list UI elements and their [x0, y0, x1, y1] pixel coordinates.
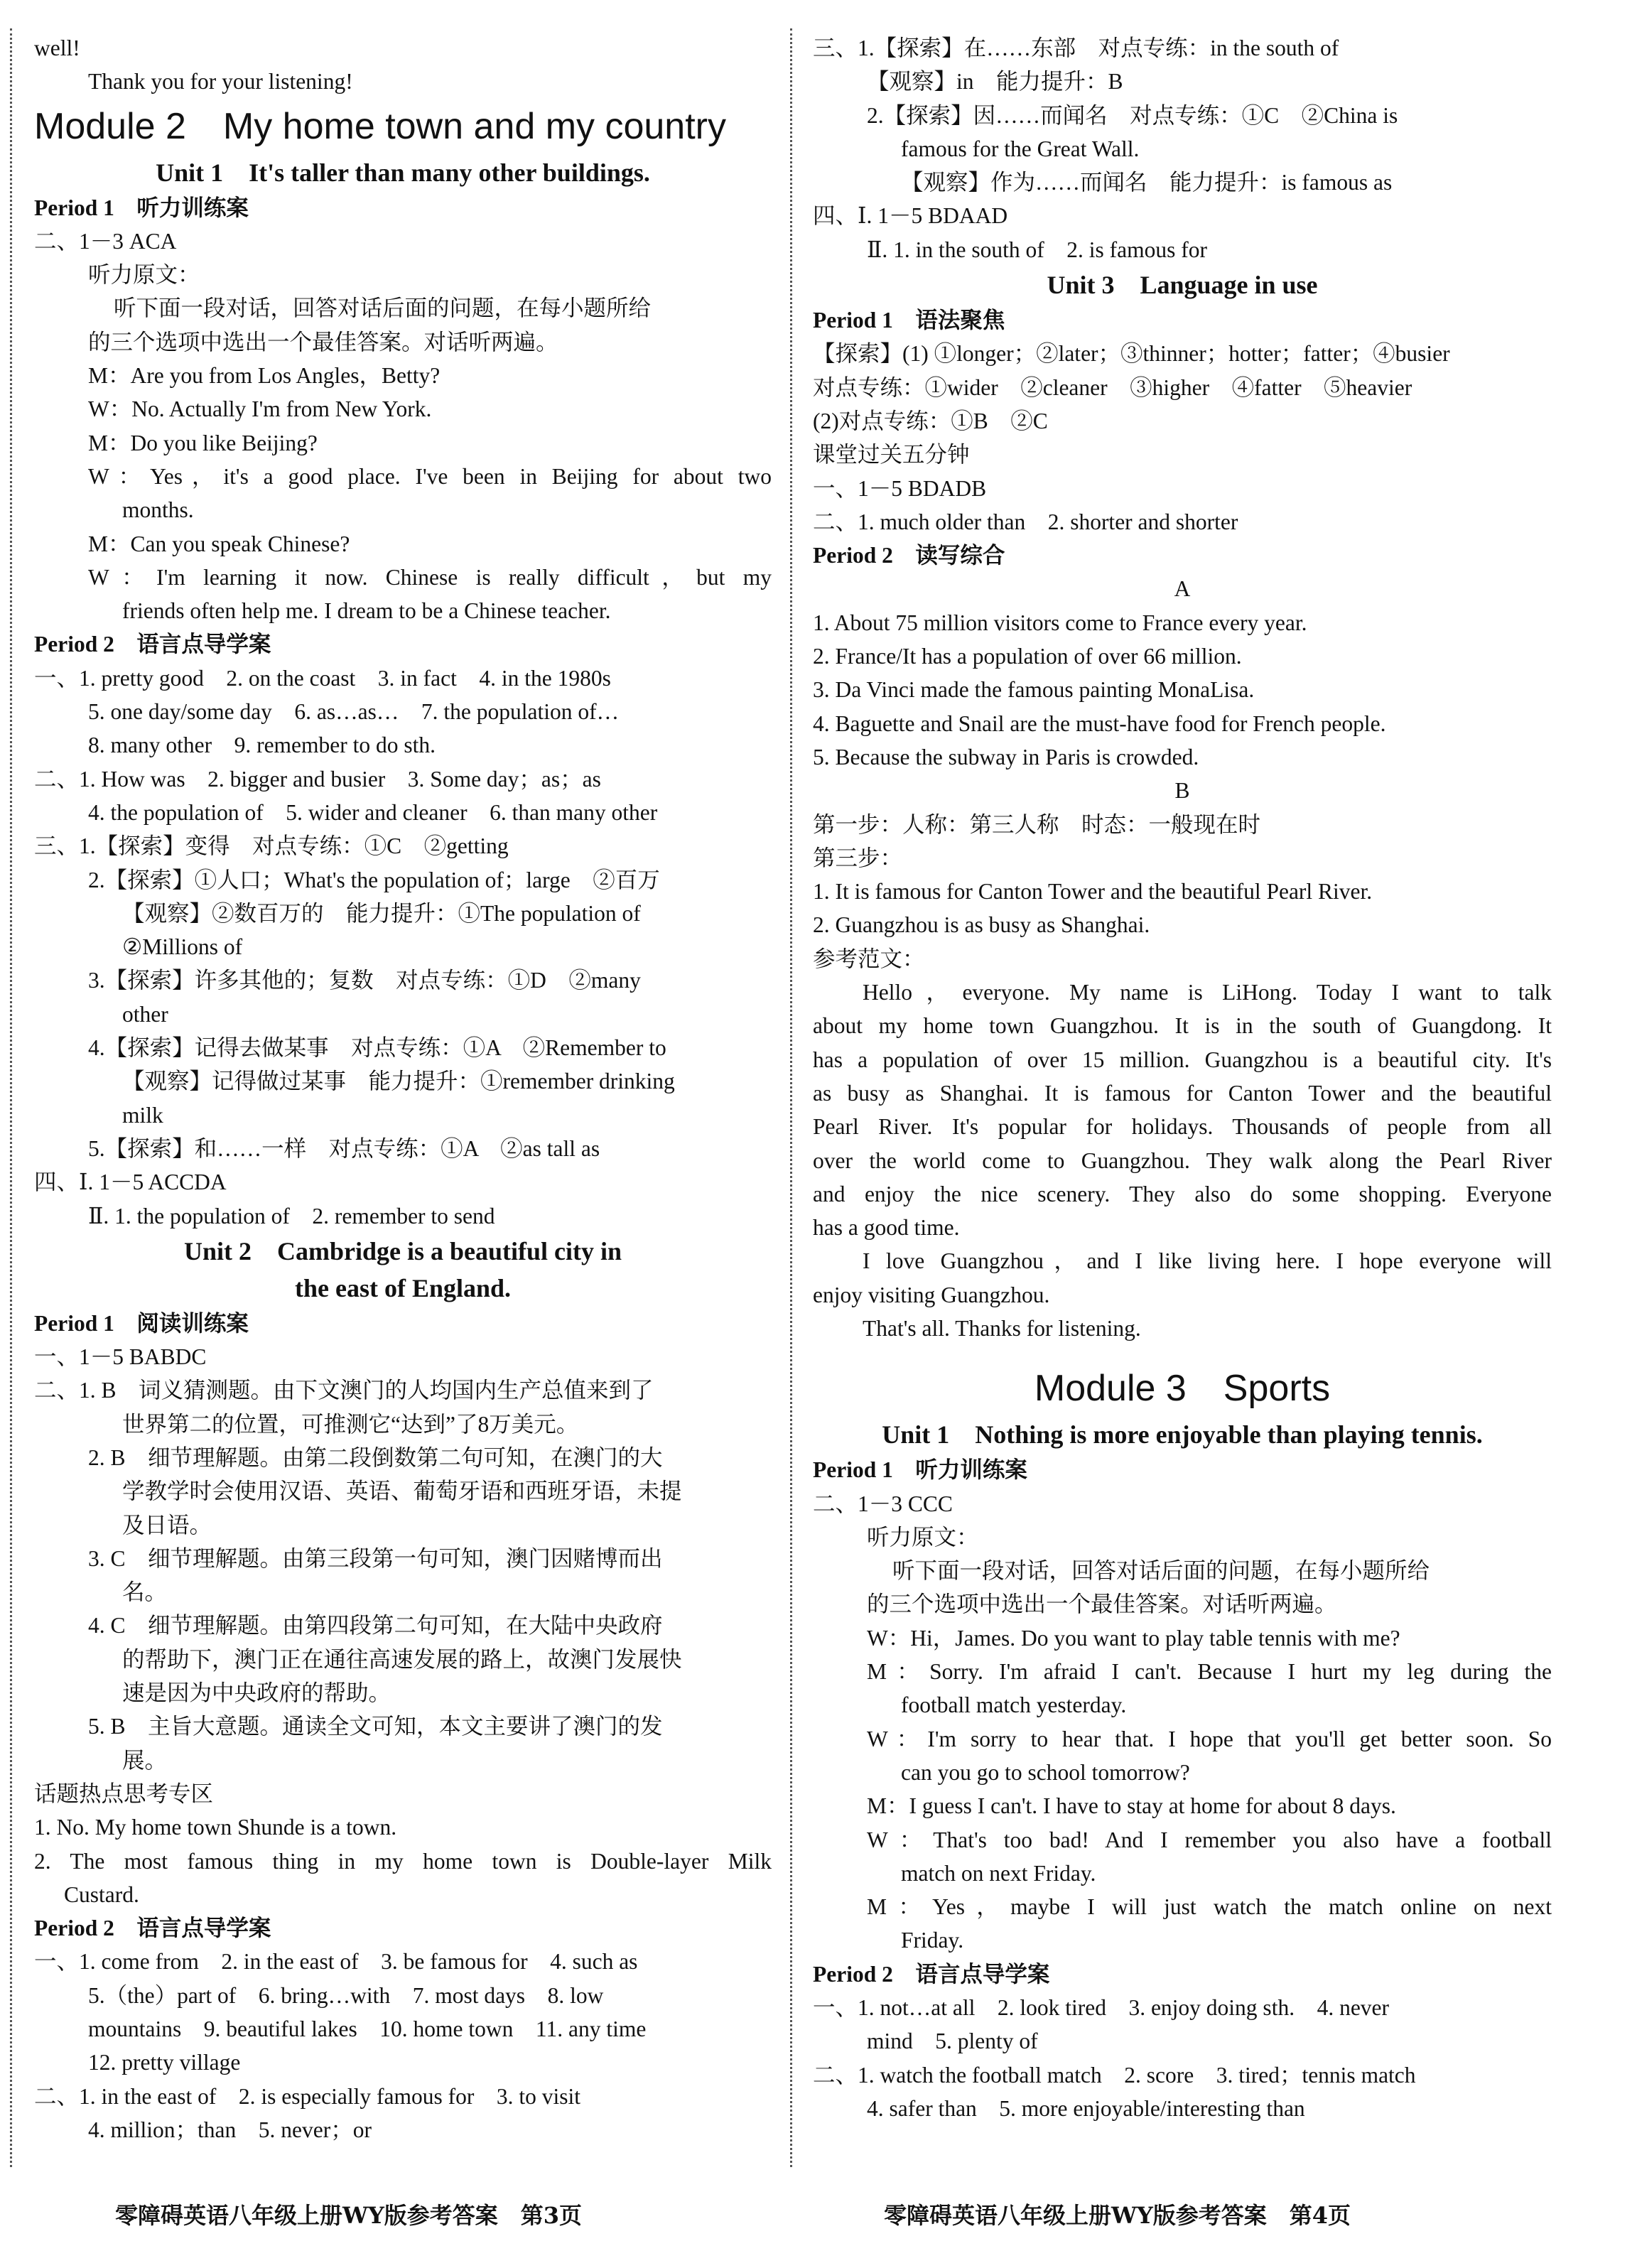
left-margin-rule [10, 28, 12, 2167]
dialogue-line: M：I guess I can't. I have to stay at home for about 8 days. [867, 1793, 1396, 1819]
dialogue-line: M：Yes，maybe I will just watch the match online on next [867, 1894, 1552, 1920]
answer-line: 二、1. B 词义猜测题。由下文澳门的人均国内生产总值来到了 [34, 1378, 654, 1403]
answer-line: 12. pretty village [88, 2050, 241, 2075]
answer-line: 的帮助下，澳门正在通往高速发展的路上，故澳门发展快 [122, 1646, 682, 1672]
answer-line: 5. Because the subway in Paris is crowded. [813, 744, 1199, 770]
period-heading: Period 1 听力训练案 [813, 1457, 1027, 1483]
answer-line: 1. It is famous for Canton Tower and the beautiful Pearl River. [813, 879, 1373, 904]
period-heading: Period 2 语言点导学案 [34, 1916, 271, 1941]
dialogue-line: M：Can you speak Chinese? [88, 531, 350, 556]
essay-line: That's all. Thanks for listening. [863, 1315, 1141, 1341]
period-heading: Period 1 语法聚焦 [813, 308, 1005, 333]
answer-line: 一、1. pretty good 2. on the coast 3. in fact 4. in the 1980s [34, 665, 611, 691]
answer-line: 4. the population of 5. wider and cleaner 6. than many other [88, 799, 658, 825]
dialogue-line: Friday. [901, 1928, 964, 1953]
answer-line: 【观察】in 能力提升：B [867, 69, 1123, 94]
left-column [34, 31, 772, 2146]
unit-heading: Unit 3 Language in use [1047, 271, 1318, 300]
essay-line: I love Guangzhou，and I like living here. I hope everyone will [863, 1248, 1552, 1274]
unit-heading: Unit 1 Nothing is more enjoyable than playing tennis. [882, 1420, 1483, 1449]
dialogue-line: W：Yes，it's a good place. I've been in Beijing for about two [88, 463, 772, 489]
answer-line: mind 5. plenty of [867, 2029, 1038, 2054]
essay-line: about my home town Guangzhou. It is in the south of Guangdong. It [813, 1013, 1552, 1039]
answer-line: 4. million；than 5. never；or [88, 2117, 372, 2142]
dialogue-line: months. [122, 497, 194, 523]
answer-line: 4. C 细节理解题。由第四段第二句可知，在大陆中央政府 [88, 1613, 663, 1638]
dialogue-line: football match yesterday. [901, 1692, 1127, 1718]
answer-line: 1. No. My home town Shunde is a town. [34, 1815, 397, 1840]
answer-line: 2. France/It has a population of over 66 million. [813, 644, 1242, 669]
dialogue-line: M：Are you from Los Angles，Betty? [88, 363, 441, 389]
page-footer-right: 零障碍英语八年级上册WY版参考答案 第4页 [884, 2202, 1351, 2229]
answer-line: Custard. [64, 1881, 139, 1907]
answer-line: 4. safer than 5. more enjoyable/interesting than [867, 2095, 1305, 2121]
essay-line: over the world come to Guangzhou. They walk along the Pearl River [813, 1148, 1552, 1173]
answer-line: other [122, 1001, 168, 1027]
answer-line: 2.【探索】①人口；What's the population of；large ②百万 [88, 867, 660, 892]
answer-line: 3. Da Vinci made the famous painting MonaLisa. [813, 677, 1255, 703]
answer-line: 5. B 主旨大意题。通读全文可知，本文主要讲了澳门的发 [88, 1714, 663, 1739]
answer-line: 1. About 75 million visitors come to France every year. [813, 610, 1307, 635]
period-heading: Period 2 读写综合 [813, 543, 1005, 568]
dialogue-line: M：Sorry. I'm afraid I can't. Because I hurt my leg during the [867, 1659, 1552, 1685]
answer-line: 三、1.【探索】变得 对点专练：①C ②getting [34, 833, 509, 859]
column-divider [790, 28, 792, 2167]
text-line: 的三个选项中选出一个最佳答案。对话听两遍。 [88, 329, 558, 355]
dialogue-line: W：I'm learning it now. Chinese is really difficult，but my [88, 564, 772, 590]
answer-line: 二、1－3 CCC [813, 1491, 953, 1516]
dialogue-line: match on next Friday. [901, 1860, 1096, 1886]
answer-line: ②Millions of [122, 934, 243, 960]
answer-line: 一、1. not…at all 2. look tired 3. enjoy doing sth. 4. never [813, 1995, 1390, 2021]
text-line: 听力原文： [867, 1524, 979, 1550]
answer-line: Ⅱ. 1. in the south of 2. is famous for [867, 237, 1207, 262]
unit-heading: Unit 2 Cambridge is a beautiful city in [183, 1236, 622, 1265]
answer-line: 二、1. in the east of 2. is especially famous for 3. to visit [34, 2083, 580, 2109]
essay-line: has a good time. [813, 1215, 960, 1241]
answer-line: (2)对点专练：①B ②C [813, 408, 1048, 433]
essay-line: enjoy visiting Guangzhou. [813, 1282, 1050, 1307]
answer-line: 展。 [122, 1747, 168, 1773]
answer-line: 世界第二的位置，可推测它“达到”了8万美元。 [122, 1411, 579, 1437]
right-column [813, 31, 1552, 2125]
answer-line: 三、1.【探索】在……东部 对点专练：in the south of [813, 36, 1339, 60]
answer-line: 8. many other 9. remember to do sth. [88, 733, 436, 758]
answer-line: 速是因为中央政府的帮助。 [122, 1680, 391, 1706]
answer-line: 第一步：人称：第三人称 时态：一般现在时 [813, 811, 1261, 837]
answer-line: 【观察】②数百万的 能力提升：①The population of [122, 900, 641, 926]
answer-line: 5. one day/some day 6. as…as… 7. the population of… [88, 699, 620, 725]
answer-line: 2. B 细节理解题。由第二段倒数第二句可知，在澳门的大 [88, 1444, 663, 1470]
dialogue-line: W：Hi，James. Do you want to play table tennis with me? [867, 1625, 1400, 1651]
answer-line: milk [122, 1102, 163, 1128]
answer-line: 2.【探索】因……而闻名 对点专练：①C ②China is [867, 102, 1398, 128]
dialogue-line: W：No. Actually I'm from New York. [88, 396, 432, 422]
answer-line: 5.【探索】和……一样 对点专练：①A ②as tall as [88, 1135, 600, 1161]
answer-line: 四、Ⅰ. 1－5 BDAAD [813, 203, 1008, 229]
answer-line: 学教学时会使用汉语、英语、葡萄牙语和西班牙语，未提 [122, 1479, 682, 1504]
answer-line: 名。 [122, 1580, 168, 1605]
text-line: 的三个选项中选出一个最佳答案。对话听两遍。 [867, 1592, 1337, 1617]
period-heading: Period 2 语言点导学案 [813, 1961, 1050, 1987]
answer-line: 一、1－5 BDADB [813, 475, 987, 501]
section-label: 课堂过关五分钟 [813, 442, 970, 468]
answer-line: 4. Baguette and Snail are the must-have food for French people. [813, 711, 1386, 736]
answer-line: 2. Guangzhou is as busy as Shanghai. [813, 912, 1150, 938]
dialogue-line: M：Do you like Beijing? [88, 430, 318, 455]
answer-line: 3. C 细节理解题。由第三段第一句可知，澳门因赌博而出 [88, 1545, 663, 1571]
essay-line: Hello，everyone. My name is LiHong. Today I want to talk [863, 980, 1552, 1005]
unit-heading: Unit 1 It's taller than many other buildings. [156, 158, 650, 187]
spacer [813, 1345, 1552, 1361]
answer-line: Ⅱ. 1. the population of 2. remember to send [88, 1203, 495, 1228]
page-footer-left: 零障碍英语八年级上册WY版参考答案 第3页 [115, 2202, 583, 2229]
answer-line: 一、1. come from 2. in the east of 3. be famous for 4. such as [34, 1949, 638, 1975]
part-label: B [1174, 778, 1190, 804]
answer-line: 【观察】作为……而闻名 能力提升：is famous as [901, 170, 1393, 195]
answer-line: 对点专练：①wider ②cleaner ③higher ④fatter ⑤heavier [813, 374, 1412, 400]
answer-line: 【探索】(1) ①longer；②later；③thinner；hotter；fatter；④busier [813, 341, 1450, 367]
period-heading: Period 1 听力训练案 [34, 195, 249, 220]
section-label: 话题热点思考专区 [34, 1781, 214, 1806]
dialogue-line: friends often help me. I dream to be a Chinese teacher. [122, 598, 611, 624]
answer-line: 【观察】记得做过某事 能力提升：①remember drinking [122, 1069, 675, 1094]
answer-line: 2. The most famous thing in my home town is Double-layer Milk [34, 1848, 772, 1874]
answer-line: 4.【探索】记得去做某事 对点专练：①A ②Remember to [88, 1035, 666, 1061]
part-label: A [1174, 576, 1191, 602]
essay-line: and enjoy the nice scenery. They also do some shopping. Everyone [813, 1181, 1552, 1206]
answer-line: 二、1. watch the football match 2. score 3. tired；tennis match [813, 2062, 1416, 2088]
answer-line: 及日语。 [122, 1512, 212, 1538]
text-line: 听下面一段对话，回答对话后面的问题，在每小题所给 [892, 1558, 1430, 1584]
text-line: 听力原文： [88, 262, 200, 288]
unit-heading: the east of England. [294, 1273, 512, 1302]
module-heading: Module 3 Sports [1034, 1368, 1331, 1410]
answer-line: 二、1. How was 2. bigger and busier 3. Some day；as；as [34, 766, 601, 792]
essay-line: as busy as Shanghai. It is famous for Canton Tower and the beautiful [813, 1080, 1552, 1106]
answer-line: 第三步： [813, 845, 903, 870]
answer-line: 四、Ⅰ. 1－5 ACCDA [34, 1170, 227, 1195]
answer-line: 5.（the）part of 6. bring…with 7. most days 8. low [88, 1982, 604, 2008]
essay-line: has a population of over 15 million. Guangzhou is a beautiful city. It's [813, 1047, 1552, 1072]
essay-line: Pearl River. It's popular for holidays. Thousands of people from all [813, 1114, 1552, 1140]
answer-line: 二、1. much older than 2. shorter and shorter [813, 509, 1238, 534]
dialogue-line: can you go to school tomorrow? [901, 1759, 1190, 1785]
answer-line: 二、1－3 ACA [34, 228, 177, 254]
module-heading: Module 2 My home town and my country [34, 105, 726, 147]
period-heading: Period 1 阅读训练案 [34, 1310, 249, 1336]
section-label: 参考范文： [813, 946, 925, 971]
period-heading: Period 2 语言点导学案 [34, 632, 271, 657]
answer-line: 3.【探索】许多其他的；复数 对点专练：①D ②many [88, 968, 641, 993]
text-line: Thank you for your listening! [88, 69, 353, 94]
dialogue-line: W：That's too bad! And I remember you also have a football [867, 1827, 1552, 1852]
text-line: well! [34, 36, 80, 60]
answer-line: famous for the Great Wall. [901, 136, 1140, 161]
text-line: 听下面一段对话，回答对话后面的问题，在每小题所给 [114, 296, 652, 321]
answer-line: 一、1－5 BABDC [34, 1344, 207, 1370]
answer-line: mountains 9. beautiful lakes 10. home town 11. any time [88, 2016, 647, 2042]
dialogue-line: W：I'm sorry to hear that. I hope that you'll get better soon. So [867, 1726, 1552, 1751]
